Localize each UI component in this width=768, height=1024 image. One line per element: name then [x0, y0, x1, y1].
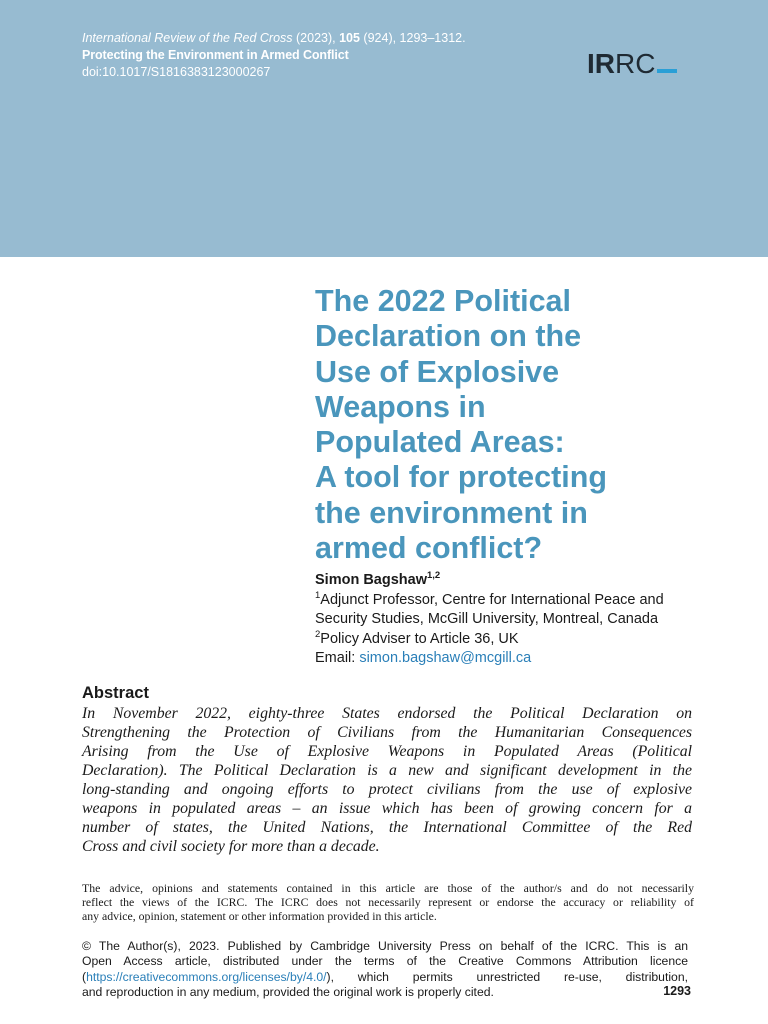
license-notice	[82, 939, 688, 1001]
license-line: © The Author(s), 2023. Published by Cambridge University Press on behalf of the ICRC. This is an	[82, 939, 688, 953]
author-name-text: Simon Bagshaw	[315, 572, 427, 588]
license-paren-open: (	[82, 969, 87, 984]
page-number: 1293	[663, 984, 691, 998]
abstract-body	[82, 704, 692, 856]
journal-volume: 105	[339, 31, 360, 45]
abstract-line: In November 2022, eighty-three States endorsed the Political Declaration on	[82, 705, 692, 722]
citation-line	[82, 30, 466, 47]
abstract-line: Declaration). The Political Declaration is a new and significant development in the	[82, 762, 692, 779]
title-line: the environment in	[315, 495, 588, 530]
journal-citation	[82, 30, 466, 81]
logo-accent-bar	[657, 69, 677, 73]
license-url-link[interactable]: https://creativecommons.org/licenses/by/4.0/	[86, 969, 327, 984]
article-title	[315, 284, 735, 566]
affiliation-line: Security Studies, McGill University, Montreal, Canada	[315, 611, 659, 627]
journal-year: (2023),	[292, 31, 340, 45]
title-line: Declaration on the	[315, 319, 582, 354]
abstract-heading: Abstract	[82, 684, 149, 702]
abstract-line: Arising from the Use of Explosive Weapons in Populated Areas (Political	[82, 743, 692, 760]
email-link[interactable]: simon.bagshaw@mcgill.ca	[359, 650, 532, 666]
title-line: Weapons in	[315, 389, 486, 424]
author-affiliation-markers: 1,2	[427, 570, 441, 582]
license-line: and reproduction in any medium, provided the original work is properly cited.	[82, 985, 494, 1000]
title-line: A tool for protecting	[315, 460, 607, 495]
title-line: Use of Explosive	[315, 354, 560, 389]
abstract-line: long-standing and ongoing efforts to protect civilians from the use of explosive	[82, 781, 692, 798]
doi-link[interactable]: doi:10.1017/S1816383123000267	[82, 65, 271, 79]
affiliation-marker: 2	[315, 628, 321, 640]
journal-name: International Review of the Red Cross	[82, 31, 293, 45]
affiliation-line	[315, 630, 715, 650]
title-line: The 2022 Political	[315, 284, 571, 318]
disclaimer-line: reflect the views of the ICRC. The ICRC does not necessarily represent or endorse the accuracy or reliability of	[82, 895, 694, 909]
logo-regular-text: RC	[615, 48, 656, 79]
author-block	[315, 571, 715, 669]
affiliation-line	[315, 591, 715, 611]
abstract-line: Strengthening the Protection of Civilians from the Humanitarian Consequences	[82, 724, 692, 741]
abstract-line: number of states, the United Nations, the International Committee of the Red	[82, 819, 692, 836]
affiliation-2	[315, 630, 715, 650]
affiliation-text: Adjunct Professor, Centre for International Peace and	[320, 591, 664, 608]
email-label: Email:	[315, 650, 360, 666]
title-line: Populated Areas:	[315, 425, 565, 460]
author-name	[315, 571, 715, 591]
disclaimer-line: any advice, opinion, statement or other information provided in this article.	[82, 909, 437, 923]
license-line	[82, 970, 688, 985]
logo-bold-text: IR	[587, 48, 615, 79]
disclaimer-line: The advice, opinions and statements contained in this article are those of the author/s and do not necessarily	[82, 881, 694, 895]
license-line: Open Access article, distributed under the terms of the Creative Commons Attribution licence	[82, 954, 688, 969]
author-email	[315, 649, 715, 669]
affiliation-1	[315, 591, 715, 630]
journal-issue-pages: (924), 1293–1312.	[359, 31, 466, 45]
abstract-line: weapons in populated areas – an issue which has been of growing concern for a	[82, 800, 692, 817]
disclaimer	[82, 881, 694, 923]
affiliation-text: Policy Adviser to Article 36, UK	[320, 630, 519, 647]
affiliation-marker: 1	[315, 589, 321, 601]
abstract-line: Cross and civil society for more than a decade.	[82, 838, 380, 855]
irrc-logo	[587, 47, 677, 81]
license-line-text: ), which permits unrestricted re-use, distribution,	[326, 969, 688, 984]
title-line: armed conflict?	[315, 531, 543, 566]
special-issue-title: Protecting the Environment in Armed Conflict	[82, 48, 349, 62]
header-banner	[0, 0, 768, 257]
